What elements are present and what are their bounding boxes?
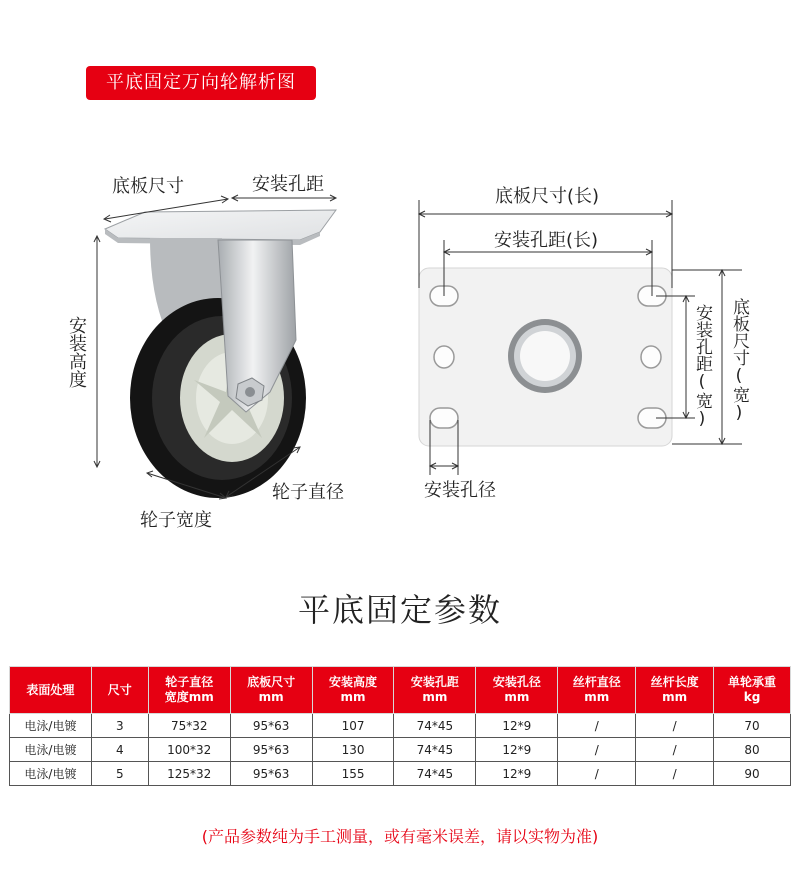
table-cell: 90 xyxy=(714,762,791,786)
table-cell: 电泳/电镀 xyxy=(10,762,92,786)
table-cell: 5 xyxy=(91,762,148,786)
table-cell: 电泳/电镀 xyxy=(10,738,92,762)
label-plate-length: 底板尺寸(长) xyxy=(495,186,600,207)
table-cell: / xyxy=(558,762,636,786)
disclaimer-note: (产品参数纯为手工测量，或有毫米误差，请以实物为准) xyxy=(201,827,599,846)
table-cell: 3 xyxy=(91,714,148,738)
table-cell: 电泳/电镀 xyxy=(10,714,92,738)
table-cell: / xyxy=(558,738,636,762)
section-title: 平底固定参数 xyxy=(297,591,502,629)
header-line: mm xyxy=(504,690,530,704)
header-line: 丝杆直径 xyxy=(572,675,621,689)
header-line: mm xyxy=(584,690,610,704)
plate-top-view xyxy=(419,268,672,446)
header-line: mm xyxy=(340,690,366,704)
table-cell: 95*63 xyxy=(230,714,312,738)
table-row xyxy=(10,762,791,786)
table-cell: / xyxy=(558,714,636,738)
header-line: 安装孔距 xyxy=(410,675,459,689)
table-row xyxy=(10,714,791,738)
table-header-cell xyxy=(230,667,312,714)
label-install-height: 安装高度 xyxy=(66,316,87,388)
table-cell: 12*9 xyxy=(476,762,558,786)
label-plate-width: 底板尺寸(宽) xyxy=(729,298,749,423)
table-cell: 75*32 xyxy=(148,714,230,738)
header-line: 安装高度 xyxy=(329,675,378,689)
header-line: kg xyxy=(743,690,761,704)
table-cell: 95*63 xyxy=(230,762,312,786)
table-cell: 12*9 xyxy=(476,738,558,762)
table-header-cell xyxy=(91,667,148,714)
table-cell: / xyxy=(636,738,714,762)
header-line: 安装孔径 xyxy=(492,675,541,689)
table-cell: 74*45 xyxy=(394,714,476,738)
label-hole-spacing-length: 安装孔距(长) xyxy=(494,230,599,251)
table-cell: 74*45 xyxy=(394,738,476,762)
table-cell: 155 xyxy=(312,762,394,786)
table-header-cell xyxy=(394,667,476,714)
header-line: 轮子直径 xyxy=(165,675,214,689)
table-cell: 74*45 xyxy=(394,762,476,786)
header-badge: 平底固定万向轮解析图 xyxy=(86,66,316,100)
table-header-cell xyxy=(10,667,92,714)
label-hole-spacing-width: 安装孔距(宽) xyxy=(692,304,712,429)
header-line: 尺寸 xyxy=(107,682,132,697)
caster-photo xyxy=(105,210,336,498)
table-cell: 130 xyxy=(312,738,394,762)
label-wheel-width: 轮子宽度 xyxy=(140,510,212,531)
table-header-cell xyxy=(714,667,791,714)
header-line: 表面处理 xyxy=(26,682,75,697)
header-line: mm xyxy=(662,690,688,704)
header-line: mm xyxy=(258,690,284,704)
table-cell: 100*32 xyxy=(148,738,230,762)
table-cell: 80 xyxy=(714,738,791,762)
table-header-row xyxy=(10,667,791,714)
label-hole-spacing: 安装孔距 xyxy=(252,174,324,195)
table-cell: 70 xyxy=(714,714,791,738)
table-cell: 107 xyxy=(312,714,394,738)
table-cell: / xyxy=(636,714,714,738)
parameters-table xyxy=(9,666,791,786)
table-cell: 125*32 xyxy=(148,762,230,786)
header-line: mm xyxy=(422,690,448,704)
header-line: 底板尺寸 xyxy=(247,675,296,689)
header-line: 宽度mm xyxy=(164,690,214,704)
table-header-cell xyxy=(312,667,394,714)
header-line: 丝杆长度 xyxy=(650,675,699,689)
table-header-cell xyxy=(558,667,636,714)
label-plate-size: 底板尺寸 xyxy=(112,176,184,197)
header-line: 单轮承重 xyxy=(728,675,777,689)
table-row xyxy=(10,738,791,762)
table-header-cell xyxy=(636,667,714,714)
table-cell: 4 xyxy=(91,738,148,762)
label-hole-diameter: 安装孔径 xyxy=(424,480,496,501)
label-wheel-diameter: 轮子直径 xyxy=(272,482,344,503)
table-header-cell xyxy=(148,667,230,714)
table-header-cell xyxy=(476,667,558,714)
table-cell: 95*63 xyxy=(230,738,312,762)
table-cell: / xyxy=(636,762,714,786)
table-cell: 12*9 xyxy=(476,714,558,738)
